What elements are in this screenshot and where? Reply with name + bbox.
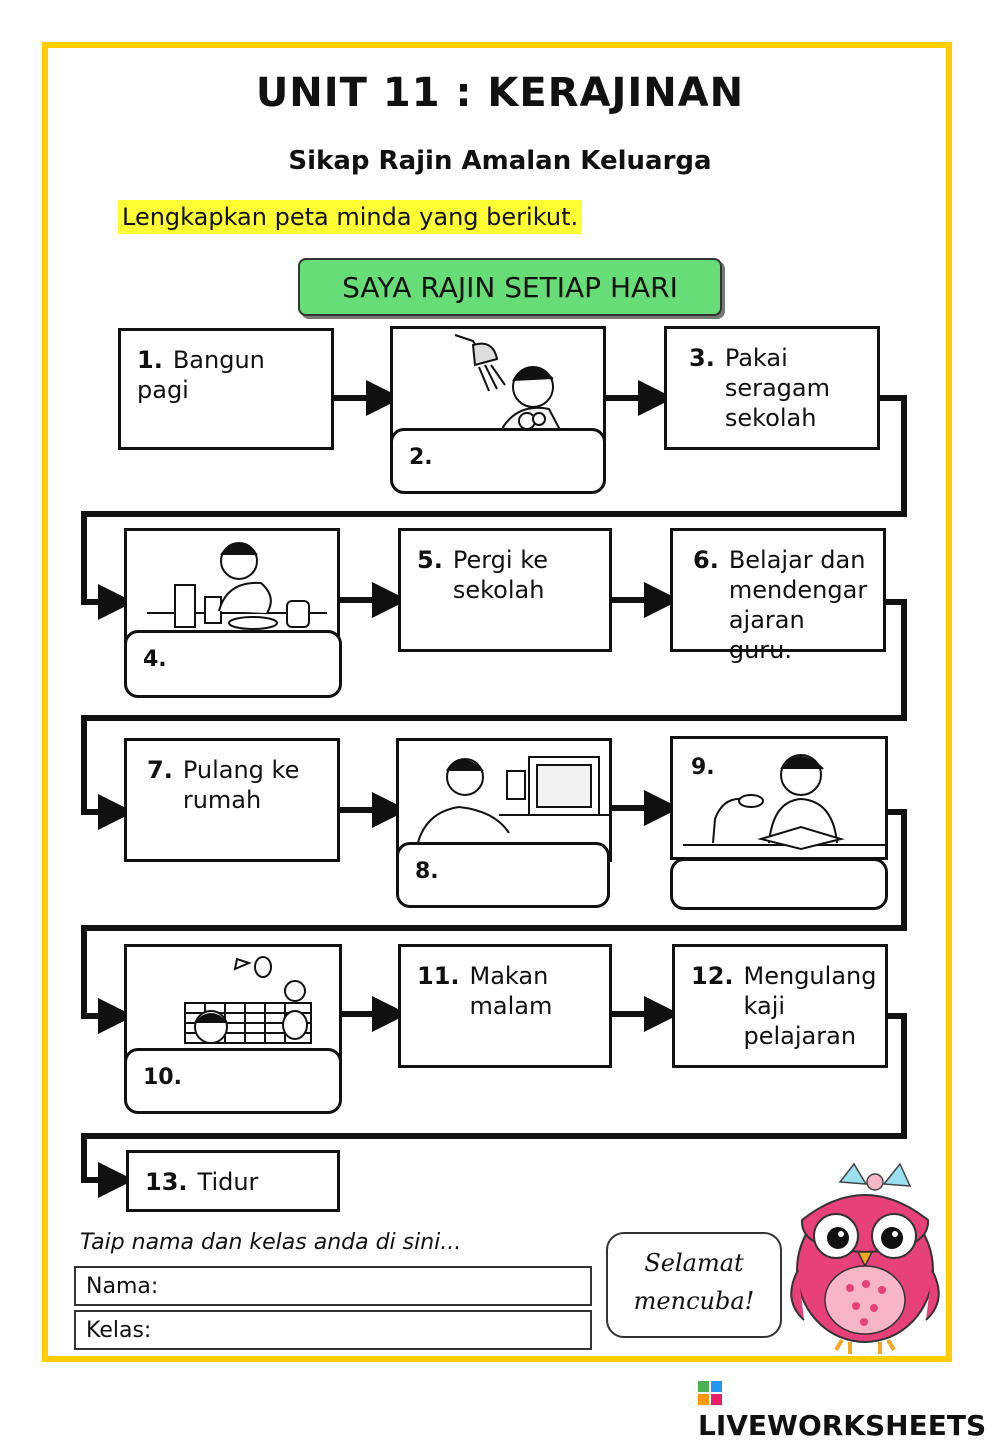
name-label: Nama: [86, 1274, 159, 1299]
step-text: Tidur [197, 1168, 259, 1196]
step-text: Makan malam [469, 962, 553, 1020]
step-11-box [398, 944, 612, 1068]
owl-icon [780, 1160, 950, 1360]
step-text: Pulang ke rumah [182, 756, 300, 814]
class-label: Kelas: [86, 1318, 152, 1343]
liveworksheets-logo-icon [698, 1381, 722, 1405]
step-text: Pergi ke sekolah [452, 546, 548, 604]
step-text: Pakai seragam sekolah [724, 344, 830, 432]
step-2-answer-field[interactable] [390, 428, 606, 494]
instruction-text: Lengkapkan peta minda yang berikut. [118, 200, 582, 234]
step-text: Mengulang kaji pelajaran [743, 962, 877, 1050]
brand-footer [698, 1376, 1000, 1442]
step-number: 13. [145, 1168, 188, 1196]
mind-map-banner: SAYA RAJIN SETIAP HARI [298, 258, 722, 316]
step-6-box [670, 528, 886, 664]
step-text: Belajar dan mendengar ajaran guru. [728, 546, 868, 664]
step-12-box [672, 944, 888, 1068]
brand-name: LIVEWORKSHEETS [698, 1409, 987, 1442]
step-number: 12. [691, 962, 734, 990]
step-3-box [664, 326, 880, 450]
step-5-box [398, 528, 612, 652]
bubble-line-2: mencuba! [633, 1287, 755, 1315]
step-number: 3. [689, 344, 715, 372]
step-8-answer-field[interactable] [396, 842, 610, 908]
step-number: 9. [691, 755, 715, 780]
step-1-box [118, 328, 334, 450]
name-class-prompt: Taip nama dan kelas anda di sini... [80, 1230, 462, 1255]
step-9-picture [670, 736, 888, 860]
step-number: 4. [143, 647, 167, 672]
step-number: 2. [409, 445, 433, 470]
page-title: UNIT 11 : KERAJINAN [255, 70, 745, 116]
step-4-answer-field[interactable] [124, 630, 342, 698]
step-number: 6. [693, 546, 719, 574]
step-9-answer-field[interactable] [670, 858, 888, 910]
step-7-box [124, 738, 340, 862]
step-10-answer-field[interactable] [124, 1048, 342, 1114]
step-text: Bangun pagi [137, 346, 265, 404]
step-number: 10. [143, 1065, 182, 1090]
step-number: 7. [147, 756, 173, 784]
step-number: 8. [415, 859, 439, 884]
bubble-line-1: Selamat [644, 1249, 744, 1277]
name-field[interactable] [74, 1266, 592, 1306]
step-number: 5. [417, 546, 443, 574]
step-13-box [126, 1150, 340, 1212]
step-number: 1. [137, 346, 163, 374]
page-subtitle: Sikap Rajin Amalan Keluarga [288, 146, 712, 176]
speech-bubble [606, 1232, 782, 1338]
step-number: 11. [417, 962, 460, 990]
class-field[interactable] [74, 1310, 592, 1350]
